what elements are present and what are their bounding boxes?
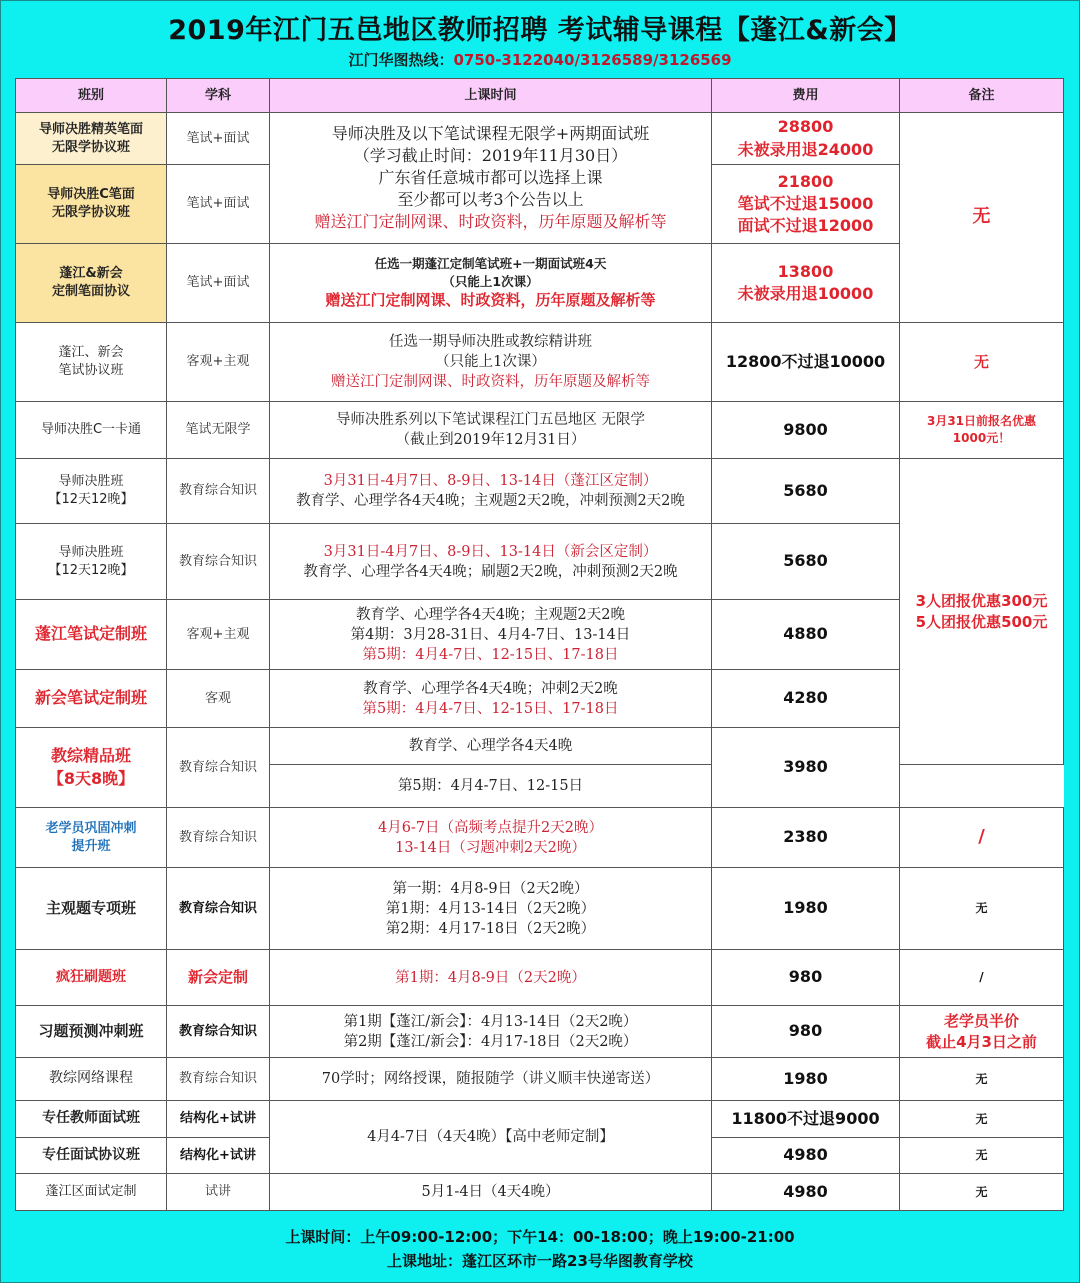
fee-cell: 980 xyxy=(712,1006,900,1058)
subject-cell: 教育综合知识 xyxy=(167,524,270,600)
class-cell: 蓬江区面试定制 xyxy=(16,1174,167,1211)
table-row xyxy=(16,323,1064,402)
class-cell: 蓬江笔试定制班 xyxy=(16,600,167,670)
table-row xyxy=(16,868,1064,950)
table-row xyxy=(16,1174,1064,1211)
subject-cell: 客观+主观 xyxy=(167,323,270,402)
note-cell: 3人团报优惠300元 5人团报优惠500元 xyxy=(900,459,1064,765)
class-cell: 专任面试协议班 xyxy=(16,1138,167,1174)
class-cell: 习题预测冲刺班 xyxy=(16,1006,167,1058)
subject-cell: 新会定制 xyxy=(167,950,270,1006)
subject-cell: 结构化+试讲 xyxy=(167,1138,270,1174)
class-cell: 教综网络课程 xyxy=(16,1058,167,1101)
class-address: 上课地址：蓬江区环市一路23号华图教育学校 xyxy=(387,1252,693,1270)
subject-cell: 结构化+试讲 xyxy=(167,1101,270,1138)
class-cell: 主观题专项班 xyxy=(16,868,167,950)
note-cell: 无 xyxy=(900,868,1064,950)
class-cell: 蓬江&新会 定制笔面协议 xyxy=(16,244,167,323)
note-cell: 无 xyxy=(900,1058,1064,1101)
schedule-cell: 70学时；网络授课，随报随学（讲义顺丰快递寄送） xyxy=(270,1058,712,1101)
fee-cell: 4880 xyxy=(712,600,900,670)
fee-cell: 980 xyxy=(712,950,900,1006)
table-row xyxy=(16,459,1064,524)
schedule-cell: 3月31日-4月7日、8-9日、13-14日（蓬江区定制） 教育学、心理学各4天4晚；主观题2天2晚，冲刺预测2天2晚 xyxy=(270,459,712,524)
fee-cell: 13800 未被录用退10000 xyxy=(712,244,900,323)
schedule-cell: 导师决胜及以下笔试课程无限学+两期面试班 （学习截止时间：2019年11月30日） 广东省任意城市都可以选择上课 至少都可以考3个公告以上 赠送江门定制网课、时政资料，历年原题及解析等 xyxy=(270,113,712,244)
column-header-fee: 费用 xyxy=(712,79,900,113)
class-cell: 导师决胜精英笔面 无限学协议班 xyxy=(16,113,167,165)
schedule-cell: 4月6-7日（高频考点提升2天2晚） 13-14日（习题冲刺2天2晚） xyxy=(270,808,712,868)
schedule-cell: 第1期【蓬江/新会】：4月13-14日（2天2晚） 第2期【蓬江/新会】：4月17-18日（2天2晚） xyxy=(270,1006,712,1058)
schedule-cell: 教育学、心理学各4天4晚；冲刺2天2晚 第5期：4月4-7日、12-15日、17-18日 xyxy=(270,670,712,728)
column-header-class: 班别 xyxy=(16,79,167,113)
fee-cell: 5680 xyxy=(712,459,900,524)
subject-cell: 教育综合知识 xyxy=(167,1006,270,1058)
class-cell: 蓬江、新会 笔试协议班 xyxy=(16,323,167,402)
subject-cell: 教育综合知识 xyxy=(167,459,270,524)
schedule-cell: 3月31日-4月7日、8-9日、13-14日（新会区定制） 教育学、心理学各4天4晚；刷题2天2晚，冲刺预测2天2晚 xyxy=(270,524,712,600)
subject-cell: 客观+主观 xyxy=(167,600,270,670)
class-cell: 新会笔试定制班 xyxy=(16,670,167,728)
note-cell: 无 xyxy=(900,1101,1064,1138)
class-cell: 老学员巩固冲刺 提升班 xyxy=(16,808,167,868)
note-cell: 无 xyxy=(900,1174,1064,1211)
table-header-row xyxy=(16,79,1064,113)
page-title: 2019年江门五邑地区教师招聘 考试辅导课程【蓬江&新会】 xyxy=(168,15,912,46)
table-row xyxy=(16,1006,1064,1058)
subject-cell: 教育综合知识 xyxy=(167,1058,270,1101)
fee-cell: 9800 xyxy=(712,402,900,459)
schedule-cell: 5月1-4日（4天4晚） xyxy=(270,1174,712,1211)
table-row xyxy=(16,1058,1064,1101)
schedule-cell: 第5期：4月4-7日、12-15日 xyxy=(270,765,712,808)
class-cell: 导师决胜C笔面 无限学协议班 xyxy=(16,165,167,244)
table-row xyxy=(16,808,1064,868)
note-cell: 3月31日前报名优惠 1000元！ xyxy=(900,402,1064,459)
class-cell: 导师决胜班 【12天12晚】 xyxy=(16,524,167,600)
subject-cell: 教育综合知识 xyxy=(167,868,270,950)
schedule-cell: 4月4-7日（4天4晚）【高中老师定制】 xyxy=(270,1101,712,1174)
hotline-numbers: 0750-3122040/3126589/3126569 xyxy=(453,51,732,69)
subject-cell: 笔试+面试 xyxy=(167,113,270,165)
fee-cell: 11800不过退9000 xyxy=(712,1101,900,1138)
subject-cell: 教育综合知识 xyxy=(167,728,270,808)
subject-cell: 试讲 xyxy=(167,1174,270,1211)
subject-cell: 笔试+面试 xyxy=(167,244,270,323)
hotline-label: 江门华图热线： xyxy=(348,51,454,69)
subject-cell: 笔试+面试 xyxy=(167,165,270,244)
fee-cell: 1980 xyxy=(712,868,900,950)
table-row xyxy=(16,1101,1064,1138)
note-cell: 无 xyxy=(900,323,1064,402)
column-header-note: 备注 xyxy=(900,79,1064,113)
schedule-cell: 任选一期蓬江定制笔试班+一期面试班4天 （只能上1次课） 赠送江门定制网课、时政资料，历年原题及解析等 xyxy=(270,244,712,323)
fee-cell: 4980 xyxy=(712,1138,900,1174)
schedule-cell: 教育学、心理学各4天4晚 xyxy=(270,728,712,765)
fee-cell: 4980 xyxy=(712,1174,900,1211)
note-cell: 无 xyxy=(900,1138,1064,1174)
class-cell: 教综精品班 【8天8晚】 xyxy=(16,728,167,808)
note-cell: / xyxy=(900,950,1064,1006)
class-cell: 导师决胜班 【12天12晚】 xyxy=(16,459,167,524)
hotline xyxy=(0,49,1080,70)
subject-cell: 教育综合知识 xyxy=(167,808,270,868)
fee-cell: 5680 xyxy=(712,524,900,600)
schedule-cell: 第一期：4月8-9日（2天2晚） 第1期：4月13-14日（2天2晚） 第2期：4月17-18日（2天2晚） xyxy=(270,868,712,950)
table-row xyxy=(16,402,1064,459)
schedule-cell: 任选一期导师决胜或教综精讲班 （只能上1次课） 赠送江门定制网课、时政资料，历年原题及解析等 xyxy=(270,323,712,402)
footer xyxy=(0,1225,1080,1273)
subject-cell: 笔试无限学 xyxy=(167,402,270,459)
schedule-cell: 第1期：4月8-9日（2天2晚） xyxy=(270,950,712,1006)
fee-cell: 4280 xyxy=(712,670,900,728)
note-cell: 无 xyxy=(900,113,1064,323)
class-cell: 导师决胜C一卡通 xyxy=(16,402,167,459)
fee-cell: 28800 未被录用退24000 xyxy=(712,113,900,165)
column-header-subject: 学科 xyxy=(167,79,270,113)
fee-cell: 2380 xyxy=(712,808,900,868)
table-row xyxy=(16,113,1064,165)
fee-cell: 1980 xyxy=(712,1058,900,1101)
schedule-cell: 教育学、心理学各4天4晚；主观题2天2晚 第4期：3月28-31日、4月4-7日、13-14日 第5期：4月4-7日、12-15日、17-18日 xyxy=(270,600,712,670)
fee-cell: 3980 xyxy=(712,728,900,808)
course-table xyxy=(15,78,1064,1211)
column-header-schedule: 上课时间 xyxy=(270,79,712,113)
note-cell: / xyxy=(900,808,1064,868)
note-cell: 老学员半价 截止4月3日之前 xyxy=(900,1006,1064,1058)
table-row xyxy=(16,950,1064,1006)
fee-cell: 12800不过退10000 xyxy=(712,323,900,402)
fee-cell: 21800 笔试不过退15000 面试不过退12000 xyxy=(712,165,900,244)
schedule-cell: 导师决胜系列以下笔试课程江门五邑地区 无限学 （截止到2019年12月31日） xyxy=(270,402,712,459)
class-cell: 疯狂刷题班 xyxy=(16,950,167,1006)
class-time: 上课时间：上午09:00-12:00；下午14：00-18:00；晚上19:00-21:00 xyxy=(285,1228,795,1246)
class-cell: 专任教师面试班 xyxy=(16,1101,167,1138)
subject-cell: 客观 xyxy=(167,670,270,728)
